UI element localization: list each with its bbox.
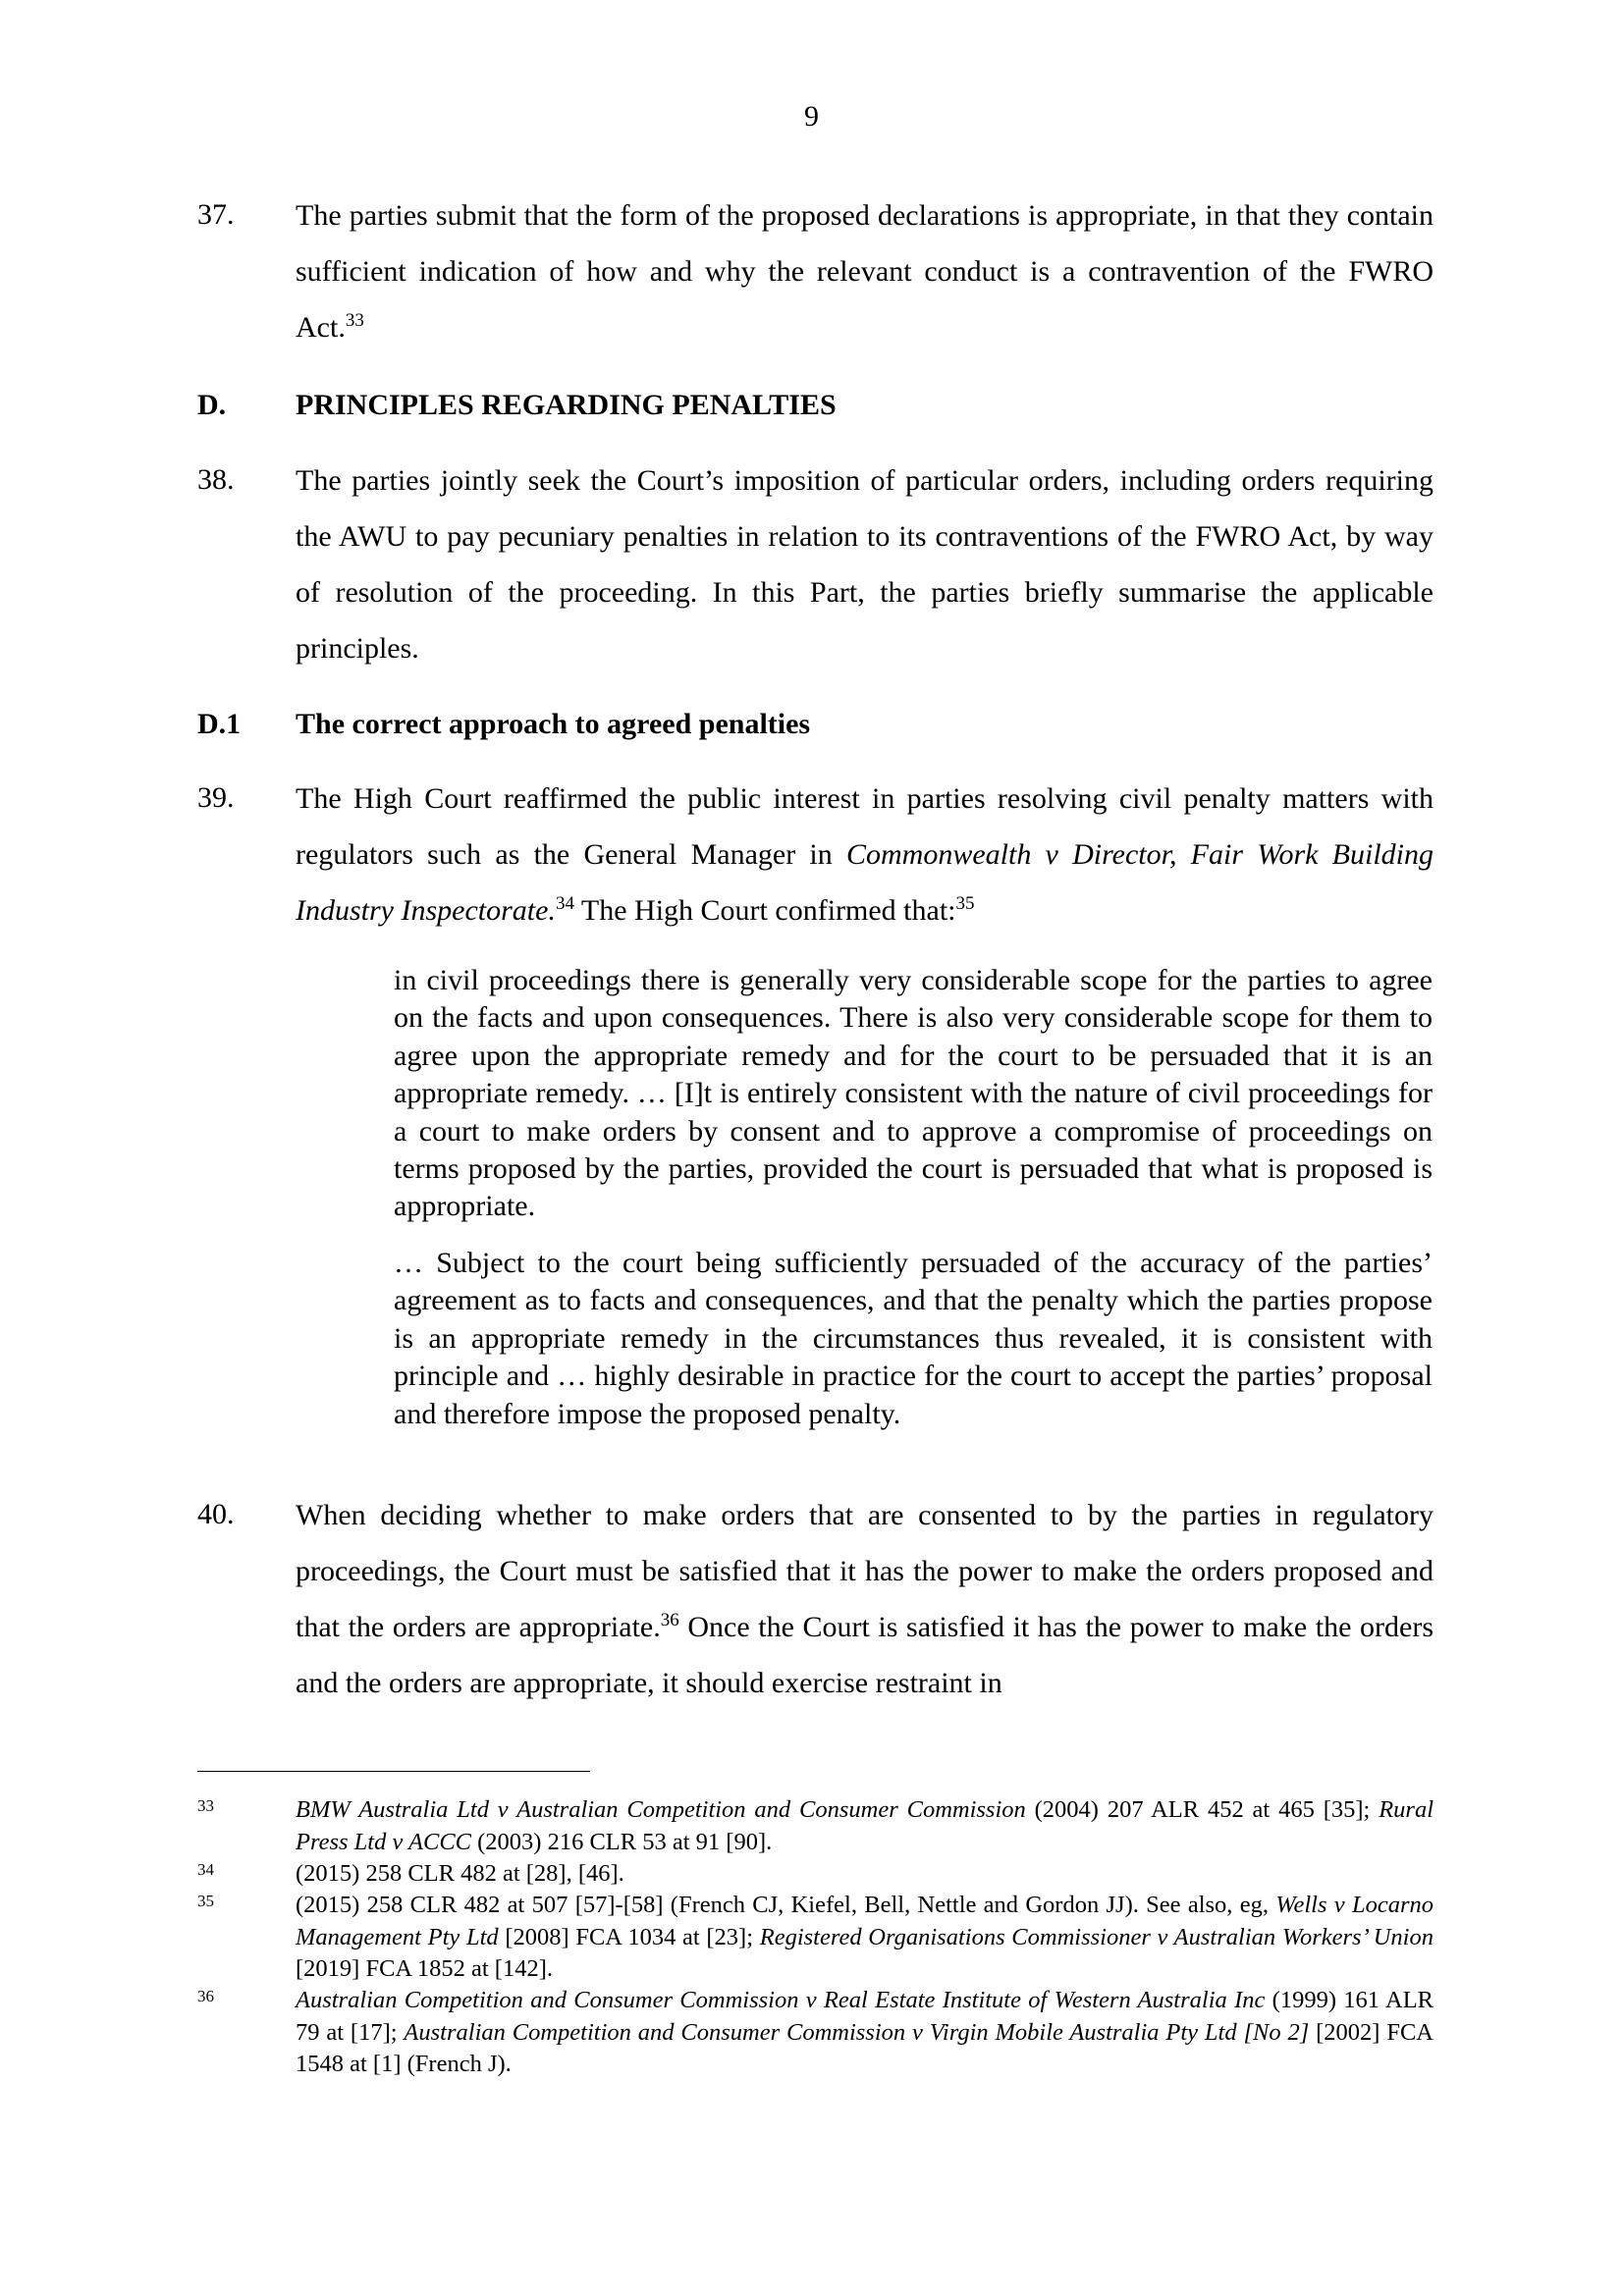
- paragraph-number: 40.: [197, 1498, 235, 1530]
- paragraph-body: [296, 771, 1434, 938]
- paragraph-body: [296, 187, 1434, 355]
- paragraph-body: [296, 1487, 1434, 1711]
- heading-title: PRINCIPLES REGARDING PENALTIES: [296, 389, 837, 421]
- footnote-ref[interactable]: 34: [555, 893, 574, 914]
- page-number: 9: [804, 100, 819, 133]
- citation-text: [2008] FCA 1034 at [23];: [498, 1923, 760, 1950]
- paragraph-text: When deciding whether to make orders that are consented to by the parties in regulatory proceedings, the Court must be satisfied that it has the power to make the orders proposed and that the orders are appropriate.: [296, 1499, 1434, 1643]
- paragraph-text: The High Court confirmed that:: [573, 894, 956, 927]
- case-citation: Australian Competition and Consumer Commission v Real Estate Institute of Western Australia Inc: [296, 1987, 1266, 2013]
- footnote-text: [296, 1794, 1434, 1858]
- paragraph-number: 37.: [197, 198, 235, 231]
- heading-number: D.: [197, 389, 227, 421]
- citation-text: (2004) 207 ALR 452 at 465 [35];: [1025, 1796, 1380, 1823]
- case-citation: Commonwealth v Director, Fair Work Building Industry Inspectorate.: [296, 838, 1434, 927]
- footnote-ref[interactable]: 35: [955, 893, 975, 914]
- paragraph-text: The High Court reaffirmed the public interest in parties resolving civil penalty matters with regulators such as the General Manager in: [296, 782, 1434, 871]
- case-citation: Rural Press Ltd v ACCC: [296, 1796, 1434, 1855]
- case-citation: Wells v Locarno Management Pty Ltd: [296, 1892, 1434, 1950]
- citation-text: (2015) 258 CLR 482 at [28], [46].: [296, 1860, 624, 1887]
- footnote-number: 33: [197, 1796, 214, 1815]
- citation-text: [2019] FCA 1852 at [142].: [296, 1955, 553, 1982]
- case-citation: Australian Competition and Consumer Commission v Virgin Mobile Australia Pty Ltd [No 2]: [404, 2018, 1310, 2046]
- footnote-number: 34: [197, 1860, 214, 1879]
- footnote-ref[interactable]: 36: [660, 1610, 679, 1630]
- paragraph-text: The parties jointly seek the Court’s imposition of particular orders, including orders requiring the AWU to pay pecuniary penalties in relation to its contraventions of the FWRO Act, by way of resolution of the proceeding. In this Part, the parties briefly summarise the applicable principles.: [296, 464, 1434, 665]
- heading-title: The correct approach to agreed penalties: [296, 708, 811, 740]
- footnote-ref[interactable]: 33: [345, 310, 364, 331]
- footnote-text: [296, 1858, 1434, 1891]
- block-quote-para-1: in civil proceedings there is generally very considerable scope for the parties to agree on the facts and upon consequences. There is also very considerable scope for them to agree upon the appropriate remedy and for the court to be persuaded that it is an appropriate remedy. … [I]t is entirely consistent with the nature of civil proceedings for a court to make orders by consent and to approve a compromise of proceedings on terms proposed by the parties, provided the court is persuaded that what is proposed is appropriate.: [394, 964, 1433, 1223]
- citation-text: (2015) 258 CLR 482 at 507 [57]-[58] (French CJ, Kiefel, Bell, Nettle and Gordon JJ). See also, eg,: [296, 1892, 1276, 1918]
- footnote-text: [296, 1985, 1434, 2081]
- footnote-number: 35: [197, 1892, 214, 1910]
- citation-text: (2003) 216 CLR 53 at 91 [90].: [471, 1828, 773, 1855]
- paragraph-number: 38.: [197, 463, 235, 496]
- footnote-separator: [197, 1771, 590, 1772]
- citation-text: (1999) 161 ALR 79 at [17];: [296, 1987, 1434, 2046]
- footnote-number: 36: [197, 1987, 214, 2005]
- case-citation: BMW Australia Ltd v Australian Competition and Consumer Commission: [296, 1796, 1026, 1823]
- citation-text: [2002] FCA 1548 at [1] (French J).: [296, 2018, 1434, 2077]
- paragraph-text: The parties submit that the form of the proposed declarations is appropriate, in that they contain sufficient indication of how and why the relevant conduct is a contravention of the FWRO Act.: [296, 199, 1434, 344]
- heading-number: D.1: [197, 708, 242, 740]
- case-citation: Registered Organisations Commissioner v Australian Workers’ Union: [759, 1923, 1434, 1950]
- paragraph-number: 39.: [197, 781, 235, 814]
- block-quote-para-2: … Subject to the court being sufficiently persuaded of the accuracy of the parties’ agreement as to facts and consequences, and that the penalty which the parties propose is an appropriate remedy in the circumstances thus revealed, it is consistent with principle and … highly desirable in practice for the court to accept the parties’ proposal and therefore impose the proposed penalty.: [394, 1247, 1433, 1430]
- paragraph-text: Once the Court is satisfied it has the power to make the orders and the orders are appropriate, it should exercise restraint in: [296, 1611, 1434, 1699]
- paragraph-body: [296, 453, 1434, 676]
- footnote-text: [296, 1890, 1434, 1986]
